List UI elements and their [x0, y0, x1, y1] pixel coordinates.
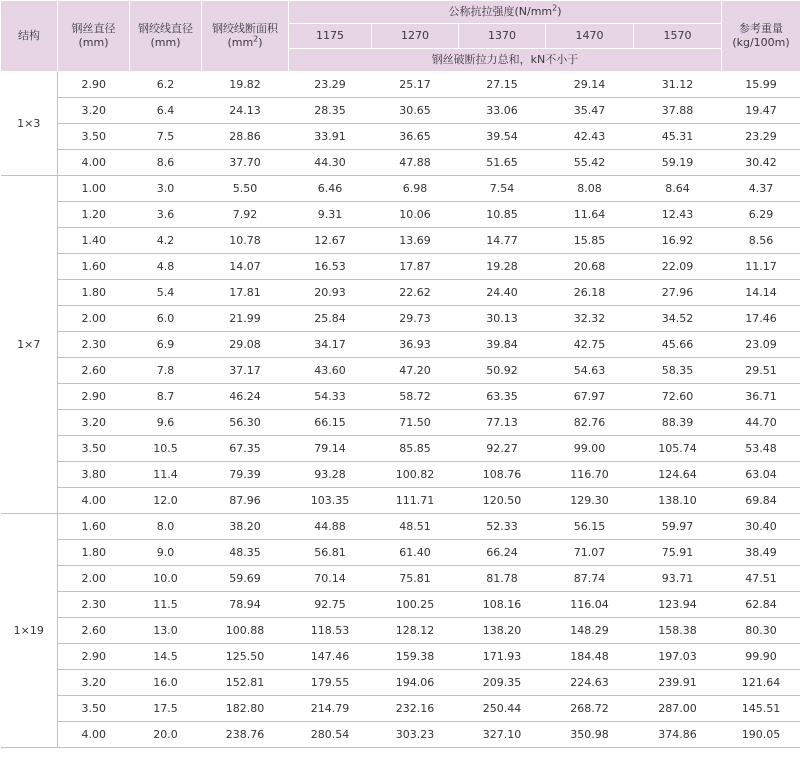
header-strength-value: 1470: [546, 24, 634, 49]
table-cell: 12.43: [634, 202, 722, 228]
table-cell: 1.80: [58, 540, 130, 566]
table-cell: 1.60: [58, 254, 130, 280]
structure-group-label: 1×3: [1, 72, 58, 176]
table-cell: 92.75: [289, 592, 372, 618]
table-cell: 51.65: [459, 150, 546, 176]
table-row: [1, 670, 800, 696]
table-row: [1, 150, 800, 176]
table-cell: 19.82: [202, 72, 289, 98]
table-cell: 182.80: [202, 696, 289, 722]
table-cell: 28.35: [289, 98, 372, 124]
table-cell: 52.33: [459, 514, 546, 540]
table-cell: 92.27: [459, 436, 546, 462]
table-cell: 36.93: [372, 332, 459, 358]
table-cell: 4.00: [58, 150, 130, 176]
table-cell: 105.74: [634, 436, 722, 462]
table-cell: 30.65: [372, 98, 459, 124]
table-cell: 3.80: [58, 462, 130, 488]
table-cell: 123.94: [634, 592, 722, 618]
table-cell: 10.0: [130, 566, 202, 592]
table-cell: 8.7: [130, 384, 202, 410]
table-cell: 197.03: [634, 644, 722, 670]
table-cell: 100.82: [372, 462, 459, 488]
table-cell: 25.17: [372, 72, 459, 98]
table-cell: 138.20: [459, 618, 546, 644]
table-cell: 4.00: [58, 722, 130, 748]
table-cell: 15.85: [546, 228, 634, 254]
table-cell: 75.81: [372, 566, 459, 592]
table-cell: 124.64: [634, 462, 722, 488]
table-row: [1, 436, 800, 462]
table-cell: 23.09: [722, 332, 800, 358]
table-cell: 239.91: [634, 670, 722, 696]
table-cell: 1.40: [58, 228, 130, 254]
table-cell: 1.80: [58, 280, 130, 306]
table-cell: 72.60: [634, 384, 722, 410]
table-cell: 12.67: [289, 228, 372, 254]
table-cell: 3.50: [58, 124, 130, 150]
table-cell: 34.17: [289, 332, 372, 358]
table-cell: 33.06: [459, 98, 546, 124]
table-cell: 374.86: [634, 722, 722, 748]
header-strand-diameter: 钢绞线直径 (mm): [130, 1, 202, 72]
table-cell: 280.54: [289, 722, 372, 748]
table-cell: 6.0: [130, 306, 202, 332]
table-cell: 30.42: [722, 150, 800, 176]
table-cell: 2.00: [58, 566, 130, 592]
table-cell: 42.75: [546, 332, 634, 358]
table-cell: 37.17: [202, 358, 289, 384]
table-cell: 11.64: [546, 202, 634, 228]
table-cell: 47.51: [722, 566, 800, 592]
table-cell: 38.49: [722, 540, 800, 566]
table-cell: 55.42: [546, 150, 634, 176]
table-cell: 13.69: [372, 228, 459, 254]
table-cell: 29.14: [546, 72, 634, 98]
table-cell: 100.25: [372, 592, 459, 618]
table-cell: 54.33: [289, 384, 372, 410]
table-row: [1, 618, 800, 644]
table-cell: 179.55: [289, 670, 372, 696]
table-cell: 31.12: [634, 72, 722, 98]
table-cell: 129.30: [546, 488, 634, 514]
table-cell: 27.96: [634, 280, 722, 306]
table-cell: 66.15: [289, 410, 372, 436]
table-cell: 63.04: [722, 462, 800, 488]
table-row: [1, 462, 800, 488]
table-cell: 85.85: [372, 436, 459, 462]
table-cell: 17.87: [372, 254, 459, 280]
table-cell: 148.29: [546, 618, 634, 644]
table-cell: 224.63: [546, 670, 634, 696]
table-cell: 59.97: [634, 514, 722, 540]
table-body: [1, 72, 800, 748]
table-cell: 7.54: [459, 176, 546, 202]
table-cell: 2.60: [58, 618, 130, 644]
table-header: [1, 1, 800, 72]
table-cell: 1.00: [58, 176, 130, 202]
table-row: [1, 514, 800, 540]
table-row: [1, 644, 800, 670]
table-cell: 8.08: [546, 176, 634, 202]
table-cell: 103.35: [289, 488, 372, 514]
table-row: [1, 696, 800, 722]
header-strength-value: 1175: [289, 24, 372, 49]
table-cell: 24.13: [202, 98, 289, 124]
table-cell: 303.23: [372, 722, 459, 748]
table-cell: 5.4: [130, 280, 202, 306]
table-cell: 30.13: [459, 306, 546, 332]
table-row: [1, 384, 800, 410]
table-cell: 14.5: [130, 644, 202, 670]
table-cell: 11.4: [130, 462, 202, 488]
table-row: [1, 228, 800, 254]
header-breaking-force-note: 钢丝破断拉力总和，kN不小于: [289, 49, 722, 72]
table-cell: 6.46: [289, 176, 372, 202]
table-cell: 48.51: [372, 514, 459, 540]
table-cell: 16.0: [130, 670, 202, 696]
table-cell: 66.24: [459, 540, 546, 566]
table-cell: 190.05: [722, 722, 800, 748]
header-section-area: 钢绞线断面积 $(mm^2)$: [202, 1, 289, 72]
structure-group-label: 1×7: [1, 176, 58, 514]
table-cell: 71.50: [372, 410, 459, 436]
table-cell: 121.64: [722, 670, 800, 696]
table-cell: 87.96: [202, 488, 289, 514]
table-cell: 2.60: [58, 358, 130, 384]
table-cell: 158.38: [634, 618, 722, 644]
table-cell: 81.78: [459, 566, 546, 592]
table-cell: 22.62: [372, 280, 459, 306]
table-cell: 33.91: [289, 124, 372, 150]
table-cell: 10.5: [130, 436, 202, 462]
table-cell: 2.00: [58, 306, 130, 332]
table-cell: 120.50: [459, 488, 546, 514]
table-cell: 1.60: [58, 514, 130, 540]
table-cell: 6.98: [372, 176, 459, 202]
table-cell: 93.71: [634, 566, 722, 592]
table-cell: 29.73: [372, 306, 459, 332]
table-cell: 8.6: [130, 150, 202, 176]
table-cell: 25.84: [289, 306, 372, 332]
table-cell: 30.40: [722, 514, 800, 540]
table-cell: 184.48: [546, 644, 634, 670]
header-reference-weight: 参考重量 (kg/100m): [722, 1, 800, 72]
table-cell: 108.16: [459, 592, 546, 618]
table-cell: 61.40: [372, 540, 459, 566]
header-nominal-strength: 公称抗拉强度$(N/mm^2)$: [289, 1, 722, 24]
table-cell: 111.71: [372, 488, 459, 514]
table-cell: 209.35: [459, 670, 546, 696]
table-row: [1, 488, 800, 514]
table-cell: 20.68: [546, 254, 634, 280]
table-cell: 100.88: [202, 618, 289, 644]
table-cell: 21.99: [202, 306, 289, 332]
table-cell: 43.60: [289, 358, 372, 384]
table-cell: 3.20: [58, 410, 130, 436]
table-cell: 2.90: [58, 384, 130, 410]
table-row: [1, 254, 800, 280]
table-cell: 87.74: [546, 566, 634, 592]
table-cell: 14.07: [202, 254, 289, 280]
table-row: [1, 202, 800, 228]
table-cell: 59.19: [634, 150, 722, 176]
table-row: [1, 592, 800, 618]
table-cell: 53.48: [722, 436, 800, 462]
table-cell: 79.39: [202, 462, 289, 488]
table-cell: 58.72: [372, 384, 459, 410]
table-cell: 2.90: [58, 72, 130, 98]
table-row: [1, 566, 800, 592]
table-cell: 232.16: [372, 696, 459, 722]
table-cell: 45.66: [634, 332, 722, 358]
table-row: [1, 176, 800, 202]
table-cell: 29.08: [202, 332, 289, 358]
table-cell: 16.53: [289, 254, 372, 280]
table-cell: 39.84: [459, 332, 546, 358]
table-cell: 152.81: [202, 670, 289, 696]
table-cell: 34.52: [634, 306, 722, 332]
table-row: [1, 722, 800, 748]
table-cell: 63.35: [459, 384, 546, 410]
table-cell: 71.07: [546, 540, 634, 566]
table-cell: 75.91: [634, 540, 722, 566]
table-cell: 327.10: [459, 722, 546, 748]
table-cell: 118.53: [289, 618, 372, 644]
table-cell: 29.51: [722, 358, 800, 384]
table-cell: 6.9: [130, 332, 202, 358]
table-cell: 138.10: [634, 488, 722, 514]
table-cell: 44.88: [289, 514, 372, 540]
table-cell: 3.20: [58, 98, 130, 124]
table-cell: 17.81: [202, 280, 289, 306]
table-cell: 10.78: [202, 228, 289, 254]
table-cell: 4.00: [58, 488, 130, 514]
table-cell: 45.31: [634, 124, 722, 150]
table-cell: 56.30: [202, 410, 289, 436]
table-cell: 7.92: [202, 202, 289, 228]
table-cell: 50.92: [459, 358, 546, 384]
table-cell: 77.13: [459, 410, 546, 436]
table-cell: 88.39: [634, 410, 722, 436]
table-cell: 9.31: [289, 202, 372, 228]
table-cell: 37.88: [634, 98, 722, 124]
table-cell: 147.46: [289, 644, 372, 670]
table-cell: 7.5: [130, 124, 202, 150]
table-row: [1, 280, 800, 306]
table-cell: 32.32: [546, 306, 634, 332]
table-cell: 44.30: [289, 150, 372, 176]
table-cell: 125.50: [202, 644, 289, 670]
table-cell: 23.29: [289, 72, 372, 98]
table-cell: 3.50: [58, 436, 130, 462]
table-cell: 54.63: [546, 358, 634, 384]
table-row: [1, 124, 800, 150]
table-cell: 250.44: [459, 696, 546, 722]
table-cell: 2.90: [58, 644, 130, 670]
table-cell: 145.51: [722, 696, 800, 722]
table-cell: 78.94: [202, 592, 289, 618]
table-cell: 35.47: [546, 98, 634, 124]
table-cell: 128.12: [372, 618, 459, 644]
table-cell: 27.15: [459, 72, 546, 98]
table-cell: 14.77: [459, 228, 546, 254]
table-cell: 116.04: [546, 592, 634, 618]
table-cell: 10.85: [459, 202, 546, 228]
table-cell: 56.81: [289, 540, 372, 566]
table-cell: 28.86: [202, 124, 289, 150]
table-cell: 59.69: [202, 566, 289, 592]
table-cell: 56.15: [546, 514, 634, 540]
table-cell: 36.71: [722, 384, 800, 410]
header-strength-value: 1570: [634, 24, 722, 49]
table-cell: 46.24: [202, 384, 289, 410]
table-row: [1, 306, 800, 332]
header-wire-diameter: 钢丝直径 (mm): [58, 1, 130, 72]
table-cell: 48.35: [202, 540, 289, 566]
table-cell: 14.14: [722, 280, 800, 306]
table-cell: 6.2: [130, 72, 202, 98]
header-strength-value: 1270: [372, 24, 459, 49]
table-cell: 44.70: [722, 410, 800, 436]
table-cell: 8.56: [722, 228, 800, 254]
table-cell: 2.30: [58, 592, 130, 618]
table-cell: 19.47: [722, 98, 800, 124]
table-cell: 99.00: [546, 436, 634, 462]
table-cell: 8.0: [130, 514, 202, 540]
table-cell: 67.35: [202, 436, 289, 462]
table-cell: 36.65: [372, 124, 459, 150]
table-cell: 15.99: [722, 72, 800, 98]
table-cell: 8.64: [634, 176, 722, 202]
table-cell: 287.00: [634, 696, 722, 722]
table-cell: 3.50: [58, 696, 130, 722]
table-row: [1, 540, 800, 566]
table-cell: 4.8: [130, 254, 202, 280]
table-cell: 67.97: [546, 384, 634, 410]
table-cell: 69.84: [722, 488, 800, 514]
table-cell: 13.0: [130, 618, 202, 644]
table-cell: 2.30: [58, 332, 130, 358]
table-cell: 42.43: [546, 124, 634, 150]
table-cell: 99.90: [722, 644, 800, 670]
table-cell: 7.8: [130, 358, 202, 384]
table-cell: 268.72: [546, 696, 634, 722]
table-cell: 1.20: [58, 202, 130, 228]
table-cell: 79.14: [289, 436, 372, 462]
table-cell: 12.0: [130, 488, 202, 514]
table-cell: 194.06: [372, 670, 459, 696]
table-cell: 11.5: [130, 592, 202, 618]
table-cell: 22.09: [634, 254, 722, 280]
table-cell: 39.54: [459, 124, 546, 150]
table-cell: 238.76: [202, 722, 289, 748]
table-cell: 47.88: [372, 150, 459, 176]
table-row: [1, 72, 800, 98]
table-cell: 24.40: [459, 280, 546, 306]
table-row: [1, 98, 800, 124]
table-cell: 171.93: [459, 644, 546, 670]
table-cell: 214.79: [289, 696, 372, 722]
table-cell: 26.18: [546, 280, 634, 306]
table-cell: 4.37: [722, 176, 800, 202]
table-cell: 116.70: [546, 462, 634, 488]
table-row: [1, 358, 800, 384]
table-cell: 10.06: [372, 202, 459, 228]
table-cell: 17.46: [722, 306, 800, 332]
table-cell: 80.30: [722, 618, 800, 644]
table-cell: 23.29: [722, 124, 800, 150]
table-cell: 20.0: [130, 722, 202, 748]
header-strength-value: 1370: [459, 24, 546, 49]
table-cell: 9.6: [130, 410, 202, 436]
table-cell: 58.35: [634, 358, 722, 384]
table-row: [1, 410, 800, 436]
table-cell: 5.50: [202, 176, 289, 202]
header-structure: 结构: [1, 1, 58, 72]
table-cell: 37.70: [202, 150, 289, 176]
table-cell: 70.14: [289, 566, 372, 592]
table-cell: 4.2: [130, 228, 202, 254]
table-cell: 3.0: [130, 176, 202, 202]
table-cell: 350.98: [546, 722, 634, 748]
table-cell: 6.29: [722, 202, 800, 228]
table-cell: 20.93: [289, 280, 372, 306]
table-cell: 82.76: [546, 410, 634, 436]
table-cell: 159.38: [372, 644, 459, 670]
table-row: [1, 332, 800, 358]
structure-group-label: 1×19: [1, 514, 58, 748]
table-cell: 93.28: [289, 462, 372, 488]
table-cell: 11.17: [722, 254, 800, 280]
table-cell: 9.0: [130, 540, 202, 566]
table-cell: 16.92: [634, 228, 722, 254]
table-cell: 47.20: [372, 358, 459, 384]
table-cell: 3.6: [130, 202, 202, 228]
table-cell: 17.5: [130, 696, 202, 722]
table-cell: 6.4: [130, 98, 202, 124]
table-cell: 108.76: [459, 462, 546, 488]
table-cell: 19.28: [459, 254, 546, 280]
table-cell: 62.84: [722, 592, 800, 618]
table-cell: 3.20: [58, 670, 130, 696]
table-cell: 38.20: [202, 514, 289, 540]
